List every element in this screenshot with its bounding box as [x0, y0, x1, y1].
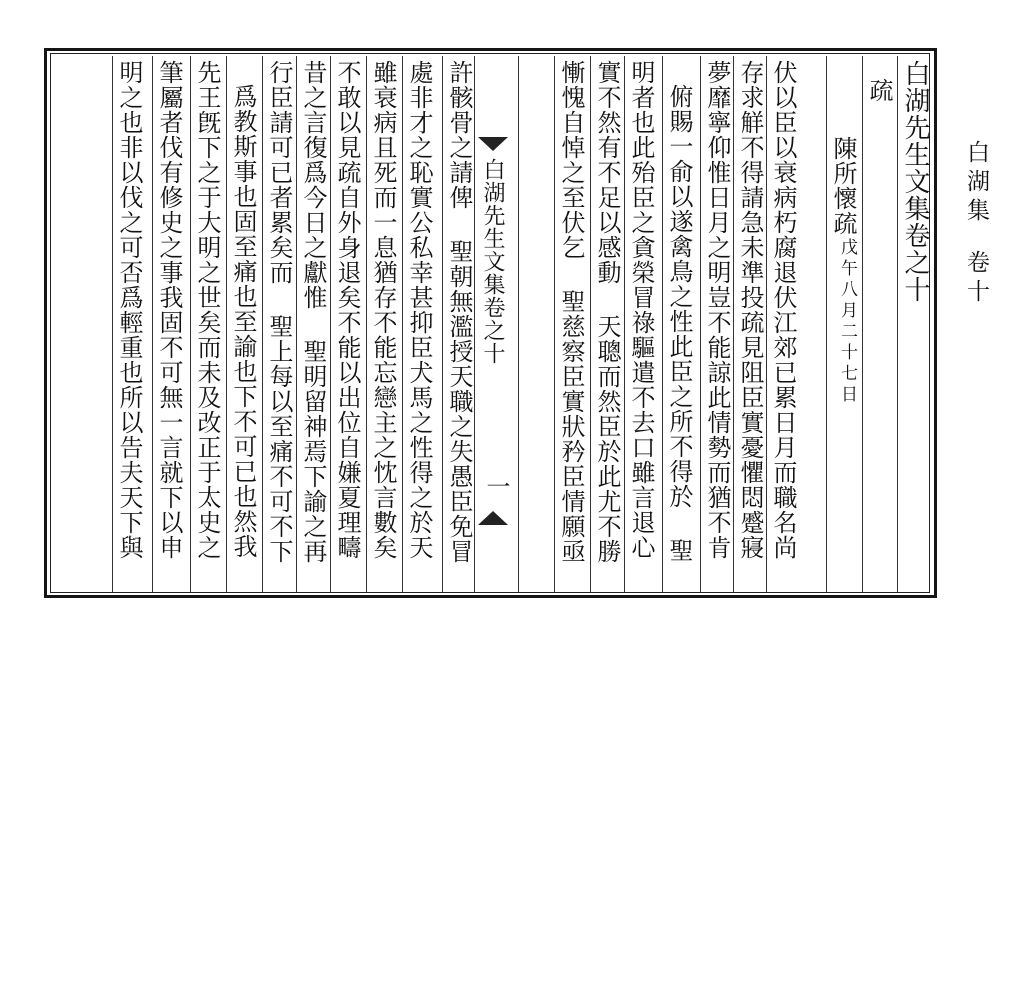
column-rule: [700, 56, 701, 592]
text-column: 伏以臣以衰病朽腐退伏江郊已累日月而職名尚: [769, 60, 797, 560]
side-label-book: 白湖集: [963, 140, 989, 227]
text-column: 明之也非以伐之可否爲輕重也所以告夫天下與: [115, 60, 143, 560]
column-rule: [474, 56, 475, 592]
text-column: 爲教斯事也固至痛也至諭也下不可已也然我: [229, 84, 257, 559]
column-rule: [662, 56, 663, 592]
text-column: 行臣請可已者累矣而 聖上每以至痛不可不下: [265, 60, 293, 564]
text-column: 處非才之恥實公私幸甚抑臣犬馬之性得之於天: [405, 60, 433, 560]
text-column: 俯賜一俞以遂禽鳥之性此臣之所不得於 聖: [665, 84, 693, 563]
text-column: 陳所懷疏: [829, 136, 857, 236]
text-column: 夢靡寧仰惟日月之明豈不能諒此情勢而猶不肯: [703, 60, 731, 560]
column-rule: [330, 56, 331, 592]
text-column: 存求觧不得請急未準投疏見阻臣實憂懼悶蹙寢: [736, 60, 764, 560]
column-rule: [826, 56, 827, 592]
column-rule: [366, 56, 367, 592]
column-rule: [624, 56, 625, 592]
column-rule: [190, 56, 191, 592]
column-rule: [226, 56, 227, 592]
text-column: 不敢以見疏自外身退矣不能以出位自嫌夏理疇: [333, 60, 361, 560]
column-rule: [766, 56, 767, 592]
column-rule: [733, 56, 734, 592]
date-note: 戊午八月二十七日: [837, 238, 857, 406]
center-page-number: 一: [482, 474, 510, 499]
column-rule: [262, 56, 263, 592]
text-column: 昔之言復爲今日之獻惟 聖明留神焉下諭之再: [299, 60, 327, 564]
text-column: 筆屬者伐有修史之事我固不可無一言就下以申: [155, 60, 183, 560]
column-rule: [518, 56, 519, 592]
text-column: 明者也此殆臣之貪榮冒祿驅遣不去口雖言退心: [627, 60, 655, 560]
text-column: 雖衰病且死而一息猶存不能忘戀主之忱言數矣: [369, 60, 397, 560]
column-rule: [296, 56, 297, 592]
column-rule: [112, 56, 113, 592]
center-title: 白湖先生文集卷之十: [480, 158, 505, 365]
text-column: 先王旣下之于大明之世矣而未及改正于太史之: [193, 60, 221, 560]
text-column: 白湖先生文集卷之十: [900, 60, 930, 303]
column-rule: [402, 56, 403, 592]
column-rule: [862, 56, 863, 592]
text-column: 慚愧自悼之至伏乞 聖慈察臣實狀矜臣情願亟: [557, 60, 585, 564]
text-column: 實不然有不足以感動 天聰而然臣於此尤不勝: [593, 60, 621, 564]
text-column: 許骸骨之請俾 聖朝無濫授天職之失愚臣免冒: [445, 60, 473, 564]
column-rule: [442, 56, 443, 592]
column-rule: [590, 56, 591, 592]
column-rule: [554, 56, 555, 592]
fold-mark-bottom: [478, 510, 508, 524]
side-label-volume: 卷十: [963, 250, 989, 308]
column-rule: [897, 56, 898, 592]
text-column: 疏: [865, 78, 893, 103]
column-rule: [152, 56, 153, 592]
side-label: [960, 140, 993, 227]
fold-mark-top: [478, 136, 508, 150]
